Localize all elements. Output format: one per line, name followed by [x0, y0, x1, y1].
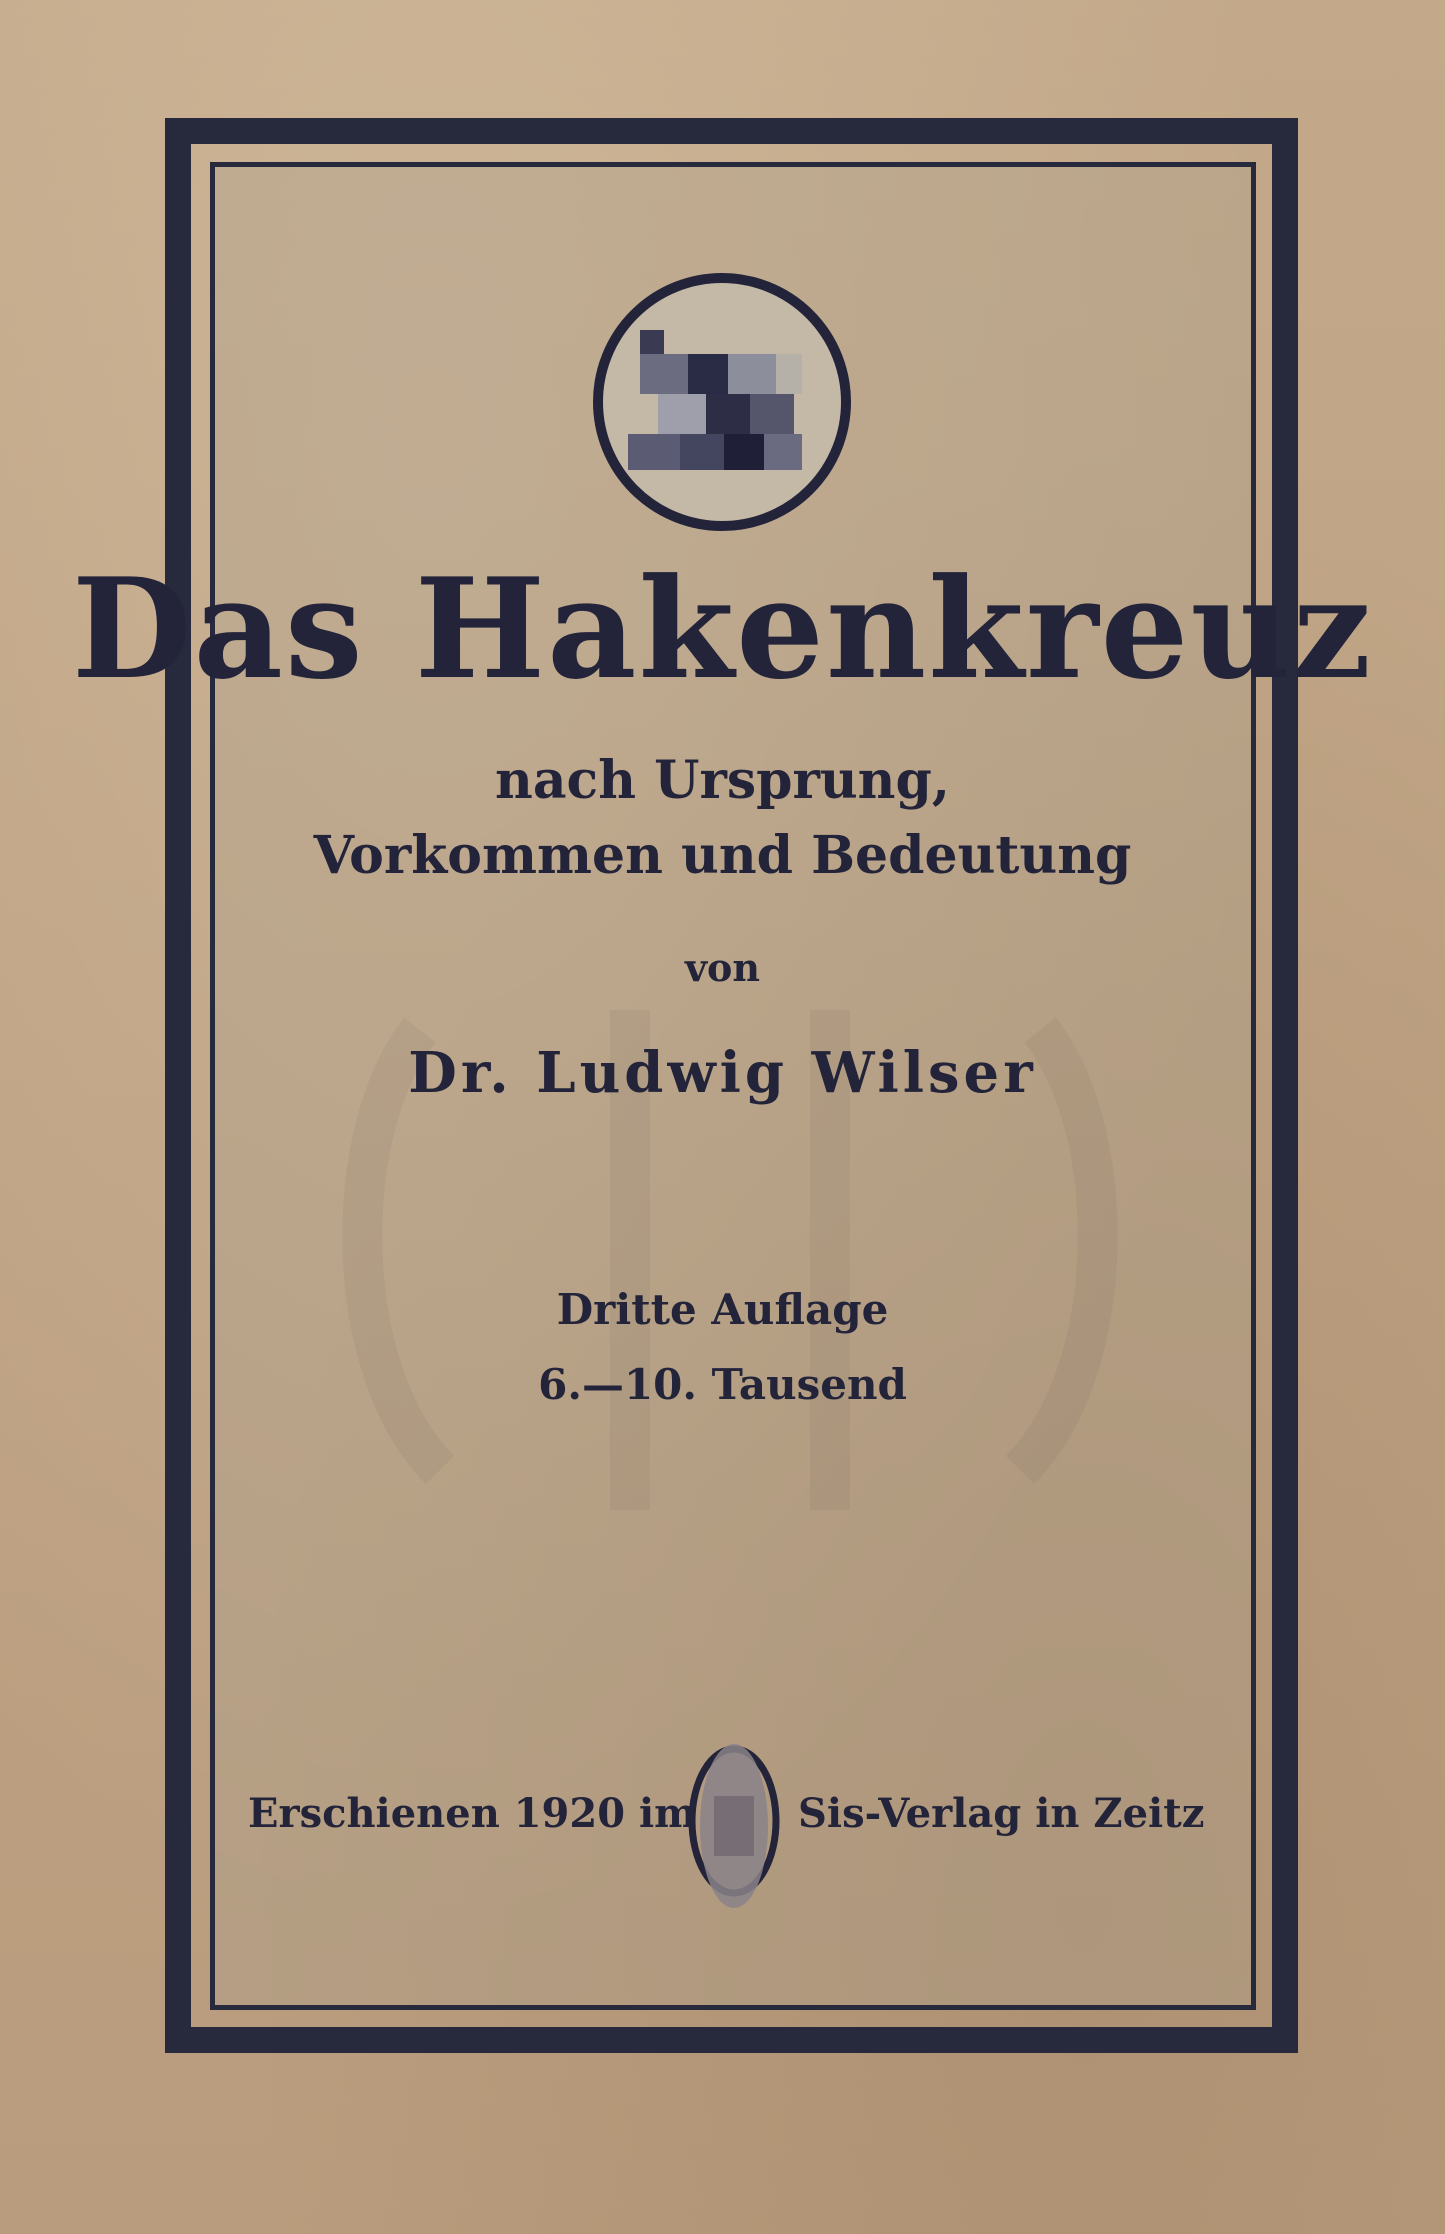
by-label: von — [684, 945, 761, 990]
publisher-mark-icon — [684, 1736, 784, 1916]
publication-text-left: Erschienen 1920 im — [248, 1790, 697, 1837]
edition-label: Dritte Auflage — [556, 1285, 889, 1334]
book-title: Das Hakenkreuz — [71, 547, 1374, 710]
print-run-label: 6.—10. Tausend — [538, 1360, 907, 1409]
subtitle-line-1: nach Ursprung, — [495, 750, 950, 811]
author-name: Dr. Ludwig Wilser — [408, 1040, 1037, 1106]
subtitle-line-2: Vorkommen und Bedeutung — [313, 825, 1132, 886]
publication-text-right: Sis-Verlag in Zeitz — [798, 1790, 1205, 1837]
circular-emblem-icon — [588, 268, 856, 536]
